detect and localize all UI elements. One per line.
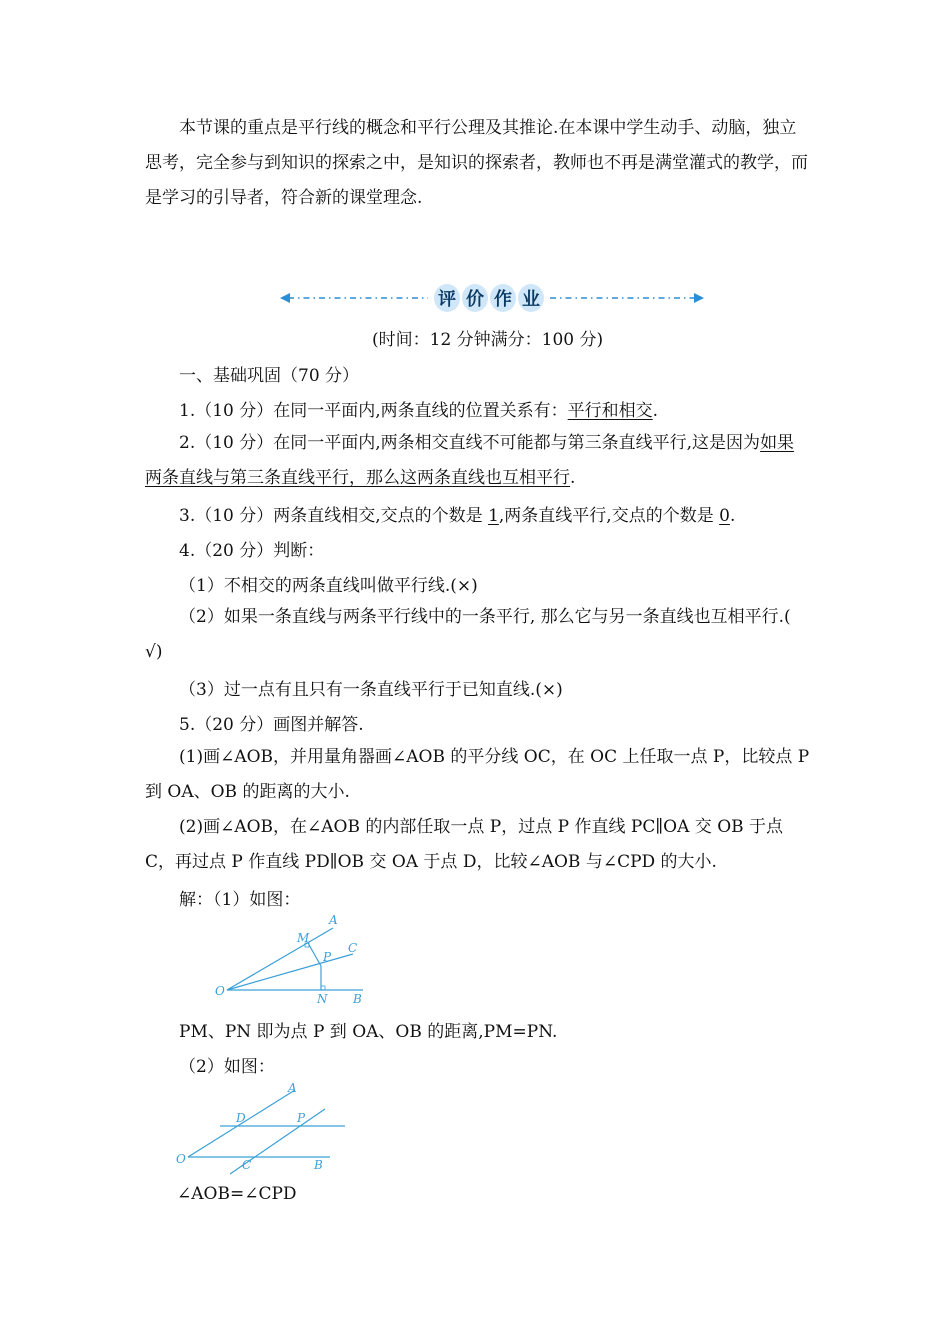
label-m: M bbox=[297, 931, 310, 945]
label-c: C bbox=[348, 941, 358, 955]
solution-answer-2: ∠AOB=∠CPD bbox=[177, 1184, 297, 1204]
figure-angle-bisector bbox=[205, 910, 375, 1010]
banner-char: 评 bbox=[434, 284, 460, 312]
solution-intro-2: （2）如图： bbox=[179, 1057, 275, 1077]
label-c: C bbox=[242, 1158, 252, 1172]
judgement-item: （3）过一点有且只有一条直线平行于已知直线.(×) bbox=[179, 680, 563, 700]
banner-char: 作 bbox=[490, 284, 516, 312]
q3-answer-2: 0 bbox=[719, 506, 730, 526]
solution-intro: 解：（1）如图： bbox=[179, 890, 301, 910]
question-4-title: 4.（20 分）判断： bbox=[179, 541, 325, 561]
judgement-item: （1）不相交的两条直线叫做平行线.(×) bbox=[179, 576, 478, 596]
q3-answer-1: 1 bbox=[488, 506, 499, 526]
section-banner bbox=[280, 284, 704, 314]
label-p: P bbox=[323, 950, 332, 964]
segment-pm bbox=[308, 943, 321, 966]
q3-part1: 3.（10 分）两条直线相交,交点的个数是 bbox=[179, 506, 489, 526]
banner-title bbox=[434, 284, 544, 312]
label-p: P bbox=[297, 1111, 306, 1125]
question-5-title: 5.（20 分）画图并解答. bbox=[179, 715, 364, 735]
ray-oc bbox=[227, 954, 353, 990]
label-a: A bbox=[288, 1081, 297, 1095]
section-heading: 一、基础巩固（70 分） bbox=[179, 366, 360, 386]
question-5-part-2: (2)画∠AOB，在∠AOB 的内部任取一点 P，过点 P 作直线 PC∥OA 交 OB 于点 C，再过点 P 作直线 PD∥OB 交 OA 于点 D，比较∠AOB 与∠CPD 的大小. bbox=[145, 817, 784, 872]
label-b: B bbox=[314, 1158, 323, 1172]
label-d: D bbox=[236, 1111, 246, 1125]
question-2 bbox=[145, 426, 810, 496]
banner-char: 业 bbox=[518, 284, 544, 312]
question-5-part-1: (1)画∠AOB，并用量角器画∠AOB 的平分线 OC，在 OC 上任取一点 P，比较点 P 到 OA、OB 的距离的大小. bbox=[145, 747, 810, 802]
q1-suffix: . bbox=[652, 401, 659, 421]
time-note: (时间：12 分钟满分：100 分) bbox=[372, 330, 604, 350]
q2-suffix: . bbox=[570, 468, 576, 488]
judgement-item: （2）如果一条直线与两条平行线中的一条平行, 那么它与另一条直线也互相平行.( √) bbox=[145, 607, 791, 662]
figure-parallel-lines bbox=[170, 1078, 360, 1178]
q1-answer: 平行和相交 bbox=[567, 401, 653, 421]
banner-char: 价 bbox=[462, 284, 488, 312]
q3-part3: . bbox=[729, 506, 736, 526]
q1-prefix: 1.（10 分）在同一平面内,两条直线的位置关系有： bbox=[179, 401, 568, 421]
solution-answer-1: PM、PN 即为点 P 到 OA、OB 的距离,PM=PN. bbox=[179, 1022, 558, 1042]
question-3 bbox=[179, 501, 735, 526]
q2-prefix: 2.（10 分）在同一平面内,两条相交直线不可能都与第三条直线平行,这是因为 bbox=[179, 433, 761, 453]
summary-paragraph: 本节课的重点是平行线的概念和平行公理及其推论.在本课中学生动手、动脑，独立思考，完全参与到知识的探索之中，是知识的探索者，教师也不再是满堂灌式的教学，而是学习的引导者，符合新的课堂理念. bbox=[145, 118, 808, 208]
label-a: A bbox=[329, 913, 338, 927]
question-1 bbox=[179, 396, 658, 421]
q2-answer: 如果两条直线与第三条直线平行，那么这两条直线也互相平行 bbox=[145, 433, 795, 488]
label-o: O bbox=[215, 984, 225, 998]
label-b: B bbox=[353, 992, 362, 1006]
label-n: N bbox=[317, 992, 328, 1006]
label-o: O bbox=[176, 1152, 186, 1166]
q3-part2: ,两条直线平行,交点的个数是 bbox=[498, 506, 720, 526]
